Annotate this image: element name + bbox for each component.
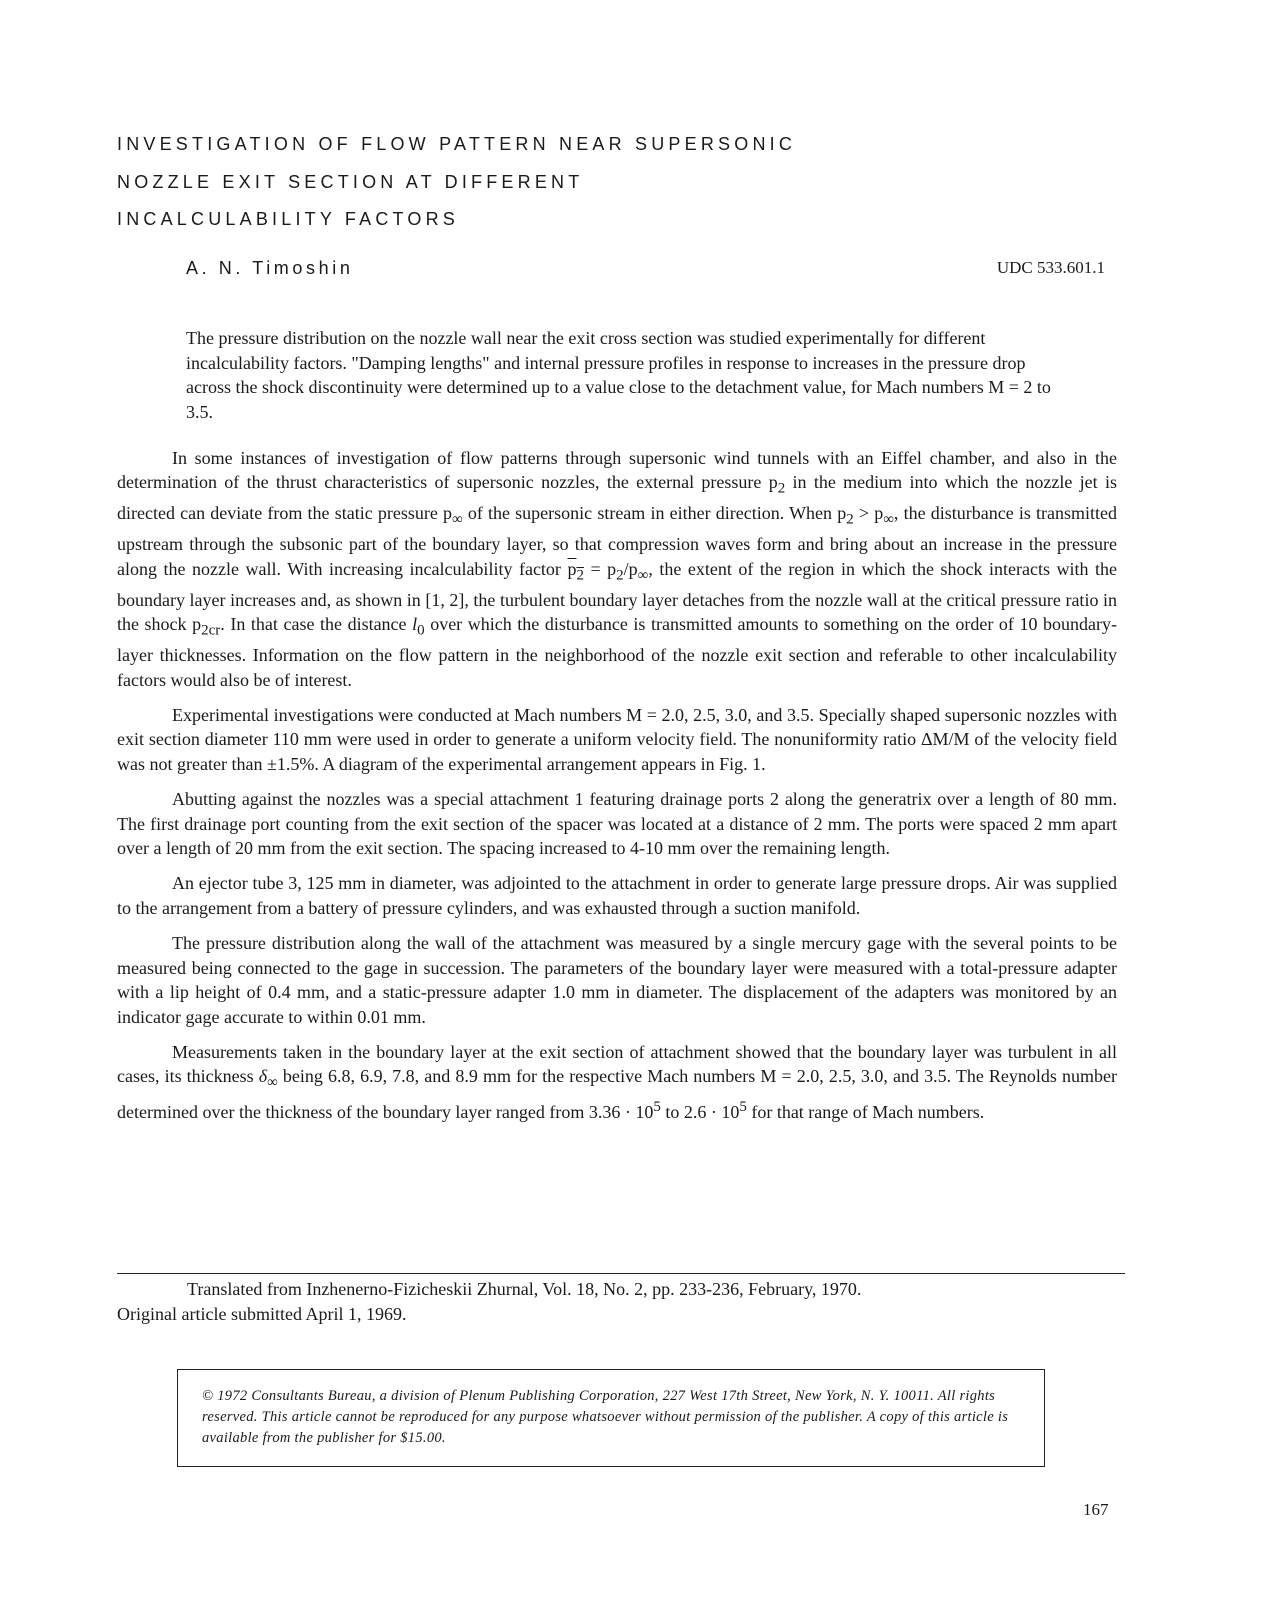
page-number: 167 xyxy=(1083,1500,1109,1519)
footnote xyxy=(117,1277,1125,1326)
paragraph-6: Measurements taken in the boundary layer at the exit section of attachment showed that the boundary layer was turbulent in all cases, its thickness $\delta_\infty$ being 6.8, 6.9, 7.8, and 8.9 mm for the respective Mach numbers M = 2.0, 2.5, 3.0, and 3.5. The Reynolds number determined over the thickness of the boundary layer ranged from $3.36 \cdot 10^5$ to $2.6 \cdot 10^5$ for that range of Mach numbers. xyxy=(117,1041,1117,1123)
title-line-1: INVESTIGATION OF FLOW PATTERN NEAR SUPERSONIC xyxy=(117,134,797,154)
udc-code: UDC 533.601.1 xyxy=(996,258,1105,277)
copyright-notice: © 1972 Consultants Bureau, a division of Plenum Publishing Corporation, 227 West 17th Street, New York, N. Y. 10011. All rights reserved. This article cannot be reproduced for any purpose whatsoever without permission of the publisher. A copy of this article is available from the publisher for $15.00. xyxy=(202,1388,1009,1446)
paragraph-3: Abutting against the nozzles was a special attachment 1 featuring drainage ports 2 along the generatrix over a length of 80 mm. The first drainage port counting from the exit section of the spacer was located at a distance of 2 mm. The ports were spaced 2 mm apart over a length of 20 mm from the exit section. The spacing increased to 4-10 mm over the remaining length. xyxy=(117,789,1117,859)
footnote-line-2: Original article submitted April 1, 1969. xyxy=(117,1303,407,1324)
title-line-2: NOZZLE EXIT SECTION AT DIFFERENT xyxy=(117,172,584,192)
paragraph-4: An ejector tube 3, 125 mm in diameter, was adjointed to the attachment in order to generate large pressure drops. Air was supplied to the arrangement from a battery of pressure cylinders, and was exhausted through a suction manifold. xyxy=(117,873,1117,918)
abstract: The pressure distribution on the nozzle wall near the exit cross section was studied experimentally for different incalculability factors. "Damping lengths" and internal pressure profiles in response to increases in the pressure drop across the shock discontinuity were determined up to a value close to the detachment value, for Mach numbers M = 2 to 3.5. xyxy=(186,328,1051,422)
paragraph-5: The pressure distribution along the wall of the attachment was measured by a single mercury gage with the several points to be measured being connected to the gage in succession. The parameters of the boundary layer were measured with a total-pressure adapter with a lip height of 0.4 mm, and a static-pressure adapter 1.0 mm in diameter. The displacement of the adapters was monitored by an indicator gage accurate to within 0.01 mm. xyxy=(117,933,1117,1027)
title-line-3: INCALCULABILITY FACTORS xyxy=(117,209,460,229)
author: A. N. Timoshin xyxy=(186,258,354,278)
paragraph-2: Experimental investigations were conducted at Mach numbers M = 2.0, 2.5, 3.0, and 3.5. Specially shaped supersonic nozzles with exit section diameter 110 mm were used in order to generate a uniform velocity field. The nonuniformity ratio ΔM/M of the velocity field was not greater than ±1.5%. A diagram of the experimental arrangement appears in Fig. 1. xyxy=(117,705,1117,774)
footnote-divider xyxy=(117,1273,1125,1274)
body-text xyxy=(117,446,1117,1125)
copyright-box xyxy=(177,1369,1045,1467)
paragraph-1: In some instances of investigation of flow patterns through supersonic wind tunnels with an Eiffel chamber, and also in the determination of the thrust characteristics of supersonic nozzles, the external pressure $p_2$ in the medium into which the nozzle jet is directed can deviate from the static pressure $p_\infty$ of the supersonic stream in either direction. When $p_2 > p_\infty$, the disturbance is transmitted upstream through the subsonic part of the boundary layer, so that compression waves form and bring about an increase in the pressure along the nozzle wall. With increasing incalculability factor $p_2 = p_2/p_\infty$, the extent of the region in which the shock interacts with the boundary layer increases and, as shown in [1, 2], the turbulent boundary layer detaches from the nozzle wall at the critical pressure ratio in the shock $p_{2cr}$. In that case the distance $l_0$ over which the disturbance is transmitted amounts to something on the order of 10 boundary-layer thicknesses. Information on the flow pattern in the neighborhood of the nozzle exit section and referable to other incalculability factors would also be of interest. xyxy=(117,448,1118,690)
footnote-line-1: Translated from Inzhenerno-Fizicheskii Zhurnal, Vol. 18, No. 2, pp. 233-236, February, 1970. xyxy=(187,1279,862,1299)
